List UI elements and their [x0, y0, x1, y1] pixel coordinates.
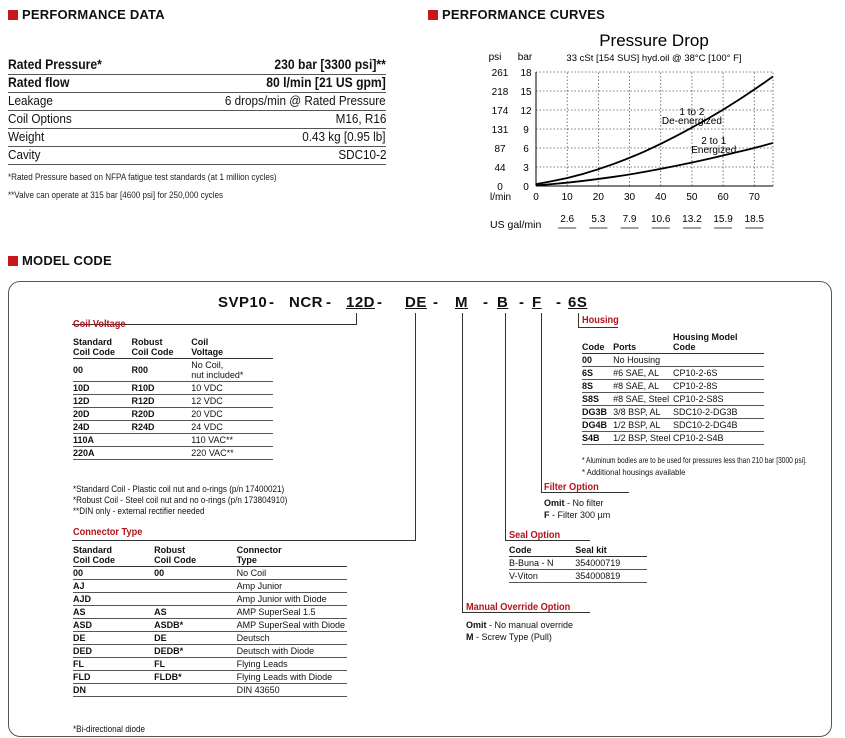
- table-row: [73, 359, 273, 382]
- table-cell: 1/2 BSP, AL: [613, 419, 673, 432]
- table-cell: SDC10-2-DG4B: [673, 419, 764, 432]
- table-cell: FLD: [73, 671, 154, 684]
- table-cell: DED: [73, 645, 154, 658]
- table-row: [73, 606, 347, 619]
- table-cell: 1/2 BSP, Steel: [613, 432, 673, 445]
- x-tick: 70: [748, 192, 760, 203]
- column-header: Standard Coil Code: [73, 337, 132, 359]
- leader-line: [578, 327, 618, 328]
- coil-voltage-table: [73, 337, 273, 460]
- perf-row: [8, 128, 386, 147]
- chart-subtitle: 33 cSt [154 SUS] hyd.oil @ 38°C [100° F]: [566, 53, 742, 64]
- perf-label: Rated flow: [8, 75, 70, 90]
- table-cell: V-Viton: [509, 570, 575, 583]
- y-tick-bar: 18: [520, 68, 532, 79]
- table-cell: DN: [73, 684, 154, 697]
- table-cell: Amp Junior: [237, 580, 347, 593]
- column-header: Code: [509, 545, 575, 557]
- code-separator: -: [377, 294, 383, 311]
- x2-tick: 2.6: [560, 214, 575, 225]
- section-marker-icon: [8, 256, 18, 266]
- perf-note-1: *Rated Pressure based on NFPA fatigue test standards (at 1 million cycles): [8, 172, 277, 182]
- chart-annotation: De-energized: [661, 115, 722, 127]
- table-cell: Deutsch with Diode: [237, 645, 347, 658]
- x2-axis-label: US gal/min: [490, 219, 542, 231]
- y-tick-bar: 3: [523, 163, 529, 174]
- column-header: Ports: [613, 332, 673, 354]
- table-cell: #8 SAE, Steel: [613, 393, 673, 406]
- leader-line: [505, 313, 506, 540]
- column-header: Standard Coil Code: [73, 545, 154, 567]
- table-cell: 12D: [73, 395, 132, 408]
- table-cell: [154, 593, 236, 606]
- table-row: [73, 645, 347, 658]
- table-cell: 110 VAC**: [191, 434, 273, 447]
- table-cell: S4B: [582, 432, 613, 445]
- code-separator: -: [556, 294, 562, 311]
- table-cell: DIN 43650: [237, 684, 347, 697]
- option-code: Omit: [466, 620, 487, 630]
- x2-tick: 10.6: [651, 214, 671, 225]
- seal-option-title: Seal Option: [509, 530, 561, 541]
- table-cell: No Housing: [613, 354, 673, 367]
- seal-option-table: [509, 545, 647, 583]
- perf-value: M16, R16: [335, 111, 386, 126]
- option-item: [466, 620, 573, 630]
- table-cell: AJ: [73, 580, 154, 593]
- code-segment: 12D: [346, 294, 376, 311]
- table-cell: [154, 580, 236, 593]
- coil-note-2: *Robust Coil - Steel coil nut and no o-rings (p/n 173804910): [73, 495, 288, 505]
- table-cell: 00: [73, 359, 132, 382]
- table-cell: 6S: [582, 367, 613, 380]
- table-cell: DE: [154, 632, 236, 645]
- y-tick-bar: 6: [523, 144, 529, 155]
- x-axis-label: l/min: [490, 192, 512, 203]
- table-cell: 20D: [73, 408, 132, 421]
- leader-line: [415, 313, 416, 541]
- perf-label: Weight: [8, 129, 45, 144]
- x-tick: 0: [533, 192, 539, 203]
- table-cell: No Coil: [237, 567, 347, 580]
- table-cell: [673, 354, 764, 367]
- y-tick-psi: 0: [497, 182, 503, 193]
- table-cell: 110A: [73, 434, 132, 447]
- table-cell: 10D: [73, 382, 132, 395]
- filter-option-title: Filter Option: [544, 482, 599, 493]
- table-row: [73, 593, 347, 606]
- code-segment: SVP10: [218, 294, 268, 311]
- perf-row: [8, 146, 386, 165]
- performance-data-title: PERFORMANCE DATA: [8, 7, 165, 22]
- manual-override-title: Manual Override Option: [466, 602, 571, 613]
- table-row: [582, 432, 764, 445]
- table-cell: 00: [73, 567, 154, 580]
- table-row: [73, 658, 347, 671]
- table-row: [582, 380, 764, 393]
- table-row: [73, 434, 273, 447]
- option-desc: - No filter: [564, 498, 604, 508]
- code-segment: F: [532, 294, 542, 311]
- perf-label: Leakage: [8, 93, 53, 108]
- section-marker-icon: [428, 10, 438, 20]
- table-cell: 220 VAC**: [191, 447, 273, 460]
- perf-row: [8, 56, 386, 75]
- perf-label: Coil Options: [8, 111, 72, 126]
- column-header: Seal kit: [575, 545, 647, 557]
- table-cell: CP10-2-S4B: [673, 432, 764, 445]
- table-cell: CP10-2-6S: [673, 367, 764, 380]
- table-header-row: [73, 545, 347, 567]
- code-separator: -: [519, 294, 525, 311]
- table-cell: R00: [132, 359, 192, 382]
- column-header: Code: [582, 332, 613, 354]
- table-cell: Amp Junior with Diode: [237, 593, 347, 606]
- perf-value: 230 bar [3300 psi]**: [274, 57, 386, 72]
- table-cell: DG3B: [582, 406, 613, 419]
- leader-line: [578, 313, 579, 328]
- code-segment: NCR: [289, 294, 323, 311]
- table-cell: 354000819: [575, 570, 647, 583]
- leader-line: [356, 313, 357, 324]
- connector-type-table: [73, 545, 347, 697]
- y-tick-psi: 218: [491, 87, 509, 98]
- option-code: M: [466, 632, 474, 642]
- table-cell: AMP SuperSeal 1.5: [237, 606, 347, 619]
- table-cell: [132, 447, 192, 460]
- x2-tick: 7.9: [622, 214, 637, 225]
- x-tick: 50: [686, 192, 698, 203]
- table-cell: R24D: [132, 421, 192, 434]
- table-header-row: [582, 332, 764, 354]
- table-cell: AS: [73, 606, 154, 619]
- table-cell: 00: [582, 354, 613, 367]
- table-cell: AJD: [73, 593, 154, 606]
- section-marker-icon: [8, 10, 18, 20]
- series-line-2: [536, 143, 773, 185]
- series-line-1: [536, 76, 773, 184]
- x-tick: 30: [623, 192, 636, 203]
- table-row: [582, 354, 764, 367]
- table-cell: ASDB*: [154, 619, 236, 632]
- table-cell: 00: [154, 567, 236, 580]
- table-row: [582, 393, 764, 406]
- perf-value: 80 l/min [21 US gpm]: [266, 75, 386, 90]
- table-cell: 3/8 BSP, AL: [613, 406, 673, 419]
- column-header: Connector Type: [237, 545, 347, 567]
- coil-voltage-title: Coil Voltage: [73, 319, 126, 330]
- column-header: Robust Coil Code: [132, 337, 192, 359]
- table-cell: [154, 684, 236, 697]
- option-item: [544, 498, 604, 508]
- column-header: Robust Coil Code: [154, 545, 236, 567]
- y-tick-bar: 15: [520, 87, 532, 98]
- table-cell: No Coil, nut included*: [191, 359, 273, 382]
- chart-annotation: 1 to 2: [679, 107, 705, 119]
- x2-tick: 18.5: [744, 214, 765, 225]
- table-cell: 354000719: [575, 557, 647, 570]
- table-cell: DEDB*: [154, 645, 236, 658]
- y-tick-psi: 44: [494, 163, 506, 174]
- code-segment: B: [497, 294, 509, 311]
- perf-value: SDC10-2: [337, 147, 386, 162]
- table-cell: R20D: [132, 408, 192, 421]
- housing-note-1: * Aluminum bodies are to be used for pressures less than 210 bar [3000 psi].: [582, 455, 807, 465]
- perf-value: 6 drops/min @ Rated Pressure: [225, 93, 386, 108]
- table-cell: FLDB*: [154, 671, 236, 684]
- y-tick-psi: 174: [491, 106, 509, 117]
- leader-line: [462, 313, 463, 613]
- table-row: [73, 671, 347, 684]
- table-cell: 8S: [582, 380, 613, 393]
- x2-tick: 15.9: [713, 214, 733, 225]
- table-row: [73, 580, 347, 593]
- connector-note: *Bi-directional diode: [73, 724, 146, 734]
- option-desc: - Filter 300 µm: [549, 510, 611, 520]
- y-tick-psi: 131: [491, 125, 509, 136]
- option-code: F: [544, 510, 550, 520]
- y-tick-psi: 87: [494, 144, 506, 155]
- table-cell: Deutsch: [237, 632, 347, 645]
- perf-row: [8, 74, 386, 93]
- table-cell: FL: [73, 658, 154, 671]
- table-cell: [132, 434, 192, 447]
- table-cell: B-Buna - N: [509, 557, 575, 570]
- table-row: [73, 447, 273, 460]
- table-row: [509, 570, 647, 583]
- code-separator: -: [269, 294, 275, 311]
- table-cell: DE: [73, 632, 154, 645]
- y-tick-bar: 9: [523, 125, 529, 136]
- housing-title: Housing: [582, 315, 619, 326]
- table-cell: SDC10-2-DG3B: [673, 406, 764, 419]
- table-row: [73, 632, 347, 645]
- connector-type-title: Connector Type: [73, 527, 143, 538]
- table-cell: AS: [154, 606, 236, 619]
- table-row: [582, 367, 764, 380]
- x-tick: 60: [717, 192, 729, 203]
- y-axis-label-bar: bar: [517, 52, 533, 63]
- perf-note-2: **Valve can operate at 315 bar [4600 psi] for 250,000 cycles: [8, 190, 224, 200]
- table-cell: Flying Leads with Diode: [237, 671, 347, 684]
- table-cell: 24D: [73, 421, 132, 434]
- perf-value: 0.43 kg [0.95 lb]: [302, 129, 386, 144]
- table-row: [73, 567, 347, 580]
- leader-line: [541, 313, 542, 493]
- table-cell: CP10-2-8S: [673, 380, 764, 393]
- table-header-row: [73, 337, 273, 359]
- table-row: [73, 408, 273, 421]
- perf-label: Cavity: [8, 147, 41, 162]
- table-cell: 10 VDC: [191, 382, 273, 395]
- option-item: [544, 510, 610, 520]
- perf-label: Rated Pressure*: [8, 57, 102, 72]
- perf-row: [8, 110, 386, 129]
- table-header-row: [509, 545, 647, 557]
- table-row: [73, 619, 347, 632]
- chart-title: Pressure Drop: [599, 31, 709, 50]
- x-tick: 10: [561, 192, 573, 203]
- y-tick-psi: 261: [491, 68, 509, 79]
- option-desc: - Screw Type (Pull): [473, 632, 552, 642]
- code-separator: -: [483, 294, 489, 311]
- coil-note-3: **DIN only - external rectifier needed: [73, 506, 205, 516]
- housing-table: [582, 332, 764, 445]
- table-cell: DG4B: [582, 419, 613, 432]
- code-separator: -: [326, 294, 332, 311]
- column-header: Housing Model Code: [673, 332, 764, 354]
- table-cell: CP10-2-S8S: [673, 393, 764, 406]
- x2-tick: 5.3: [591, 214, 606, 225]
- model-code-title: MODEL CODE: [8, 253, 112, 268]
- table-row: [73, 684, 347, 697]
- table-row: [582, 406, 764, 419]
- table-cell: R12D: [132, 395, 192, 408]
- table-cell: AMP SuperSeal with Diode: [237, 619, 347, 632]
- y-tick-bar: 0: [523, 182, 529, 193]
- table-cell: R10D: [132, 382, 192, 395]
- table-cell: 24 VDC: [191, 421, 273, 434]
- table-row: [509, 557, 647, 570]
- perf-row: [8, 92, 386, 111]
- table-row: [73, 382, 273, 395]
- table-cell: FL: [154, 658, 236, 671]
- table-cell: ASD: [73, 619, 154, 632]
- option-item: [466, 632, 552, 642]
- table-cell: #8 SAE, AL: [613, 380, 673, 393]
- table-cell: #6 SAE, AL: [613, 367, 673, 380]
- pressure-drop-chart: [428, 24, 828, 236]
- code-separator: -: [433, 294, 439, 311]
- code-segment: DE: [405, 294, 427, 311]
- x-tick: 20: [592, 192, 604, 203]
- table-cell: S8S: [582, 393, 613, 406]
- table-cell: 12 VDC: [191, 395, 273, 408]
- code-segment: M: [455, 294, 468, 311]
- code-segment: 6S: [568, 294, 588, 311]
- x2-tick: 13.2: [682, 214, 702, 225]
- table-row: [73, 421, 273, 434]
- column-header: Coil Voltage: [191, 337, 273, 359]
- table-cell: 220A: [73, 447, 132, 460]
- table-cell: Flying Leads: [237, 658, 347, 671]
- table-row: [582, 419, 764, 432]
- coil-note-1: *Standard Coil - Plastic coil nut and o-rings (p/n 17400021): [73, 484, 285, 494]
- leader-line: [72, 540, 416, 541]
- chart-annotation: 2 to 1: [701, 136, 727, 148]
- performance-curves-title: PERFORMANCE CURVES: [428, 7, 605, 22]
- y-tick-bar: 12: [520, 106, 532, 117]
- chart-annotation: Energized: [691, 145, 737, 157]
- option-desc: - No manual override: [486, 620, 574, 630]
- table-cell: 20 VDC: [191, 408, 273, 421]
- y-axis-label-psi: psi: [488, 52, 502, 63]
- table-row: [73, 395, 273, 408]
- housing-note-2: * Additional housings available: [582, 467, 686, 477]
- option-code: Omit: [544, 498, 565, 508]
- x-tick: 40: [655, 192, 667, 203]
